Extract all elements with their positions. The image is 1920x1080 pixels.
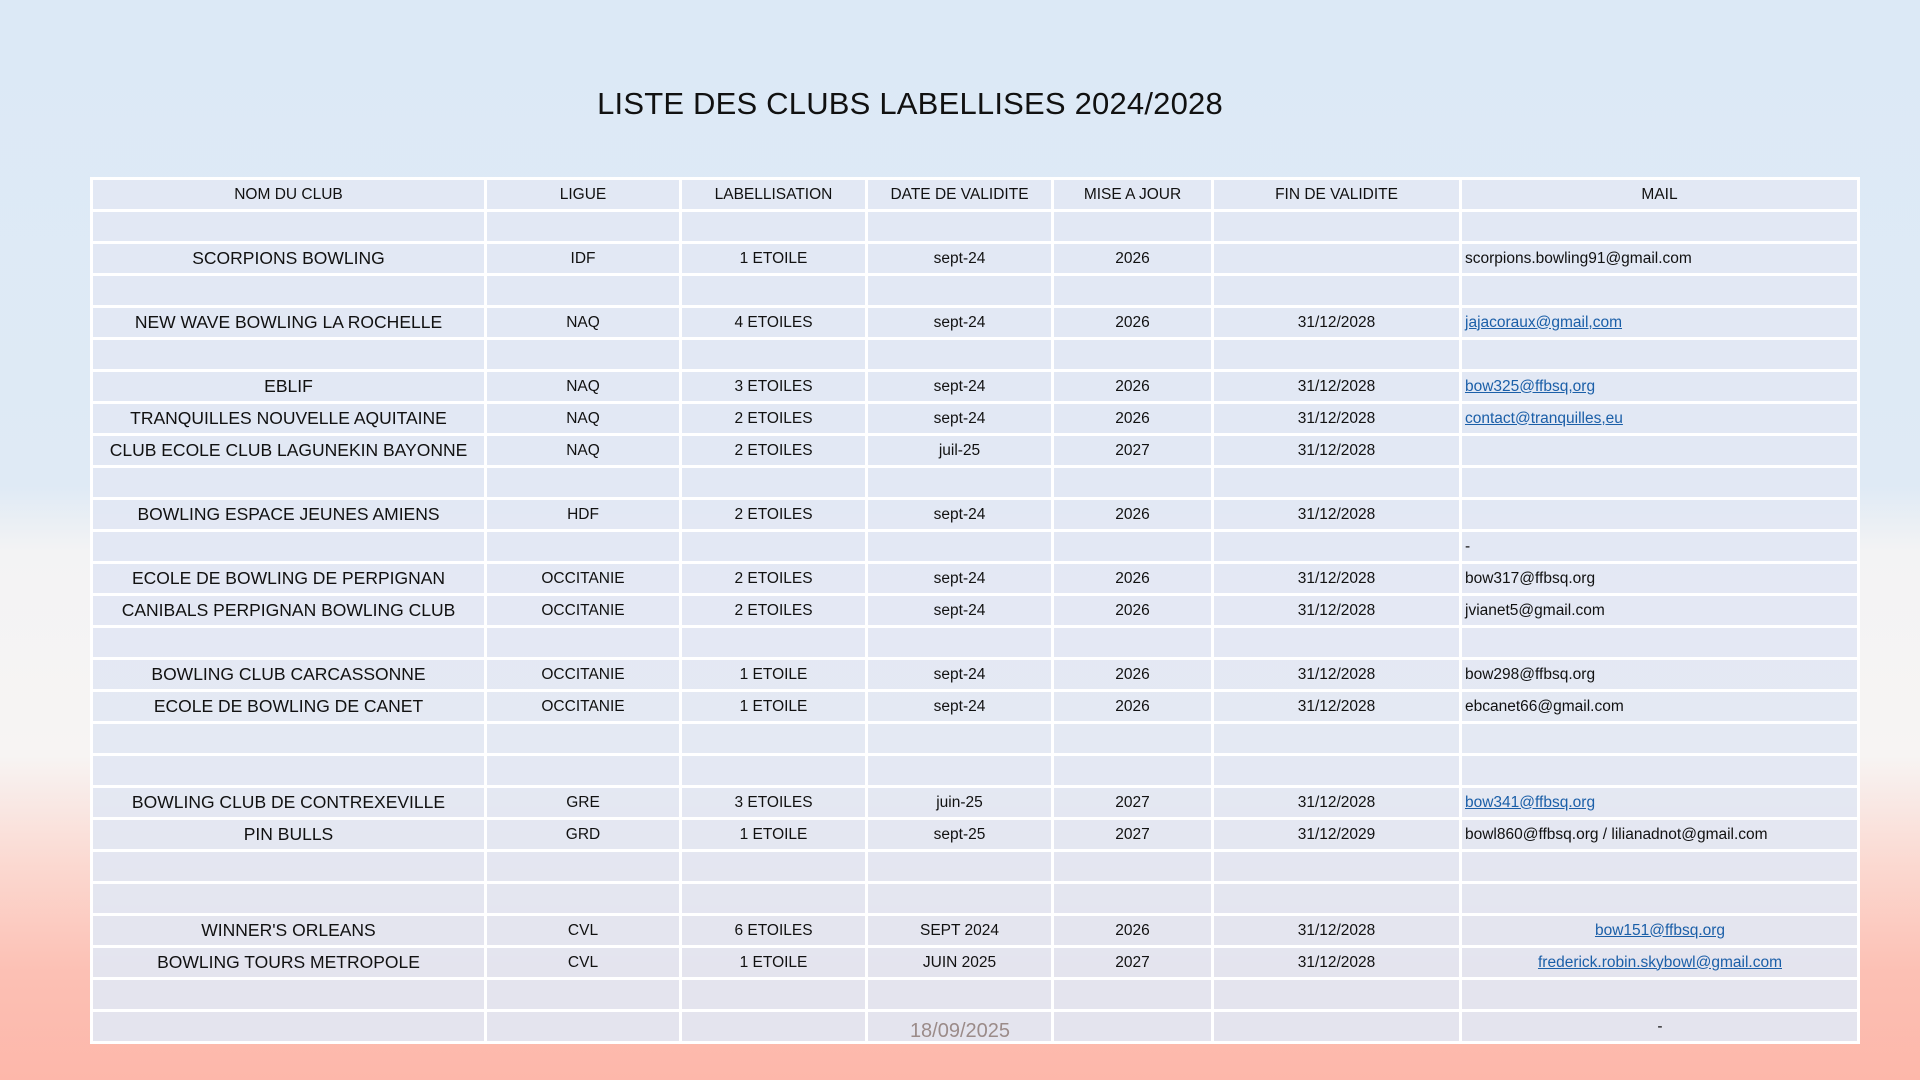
cell-labellisation [681, 467, 867, 499]
cell-fin-validite: 31/12/2028 [1213, 691, 1461, 723]
cell-mail: scorpions.bowling91@gmail.com [1461, 243, 1859, 275]
cell-mail [1461, 723, 1859, 755]
cell-ligue: GRD [486, 819, 681, 851]
cell-ligue: GRE [486, 787, 681, 819]
cell-mail [1461, 883, 1859, 915]
mail-link[interactable]: bow151@ffbsq.org [1594, 921, 1726, 939]
cell-club [92, 339, 486, 371]
cell-mail [1461, 211, 1859, 243]
cell-mail: - [1461, 1011, 1859, 1043]
table-row [92, 371, 1859, 403]
cell-fin-validite [1213, 275, 1461, 307]
table-body [92, 211, 1859, 1043]
cell-date-validite: sept-25 [867, 819, 1053, 851]
cell-fin-validite: 31/12/2028 [1213, 499, 1461, 531]
cell-fin-validite: 31/12/2028 [1213, 659, 1461, 691]
cell-labellisation [681, 339, 867, 371]
cell-ligue: NAQ [486, 435, 681, 467]
cell-fin-validite: 31/12/2029 [1213, 819, 1461, 851]
cell-club [92, 211, 486, 243]
cell-mail: jvianet5@gmail.com [1461, 595, 1859, 627]
cell-mise-a-jour [1053, 723, 1213, 755]
cell-fin-validite: 31/12/2028 [1213, 563, 1461, 595]
cell-club: ECOLE DE BOWLING DE CANET [92, 691, 486, 723]
cell-labellisation: 2 ETOILES [681, 435, 867, 467]
cell-club: CANIBALS PERPIGNAN BOWLING CLUB [92, 595, 486, 627]
cell-date-validite: sept-24 [867, 499, 1053, 531]
column-header-fin-validite: FIN DE VALIDITE [1213, 179, 1461, 211]
cell-labellisation: 2 ETOILES [681, 499, 867, 531]
cell-mise-a-jour: 2026 [1053, 307, 1213, 339]
cell-mise-a-jour [1053, 979, 1213, 1011]
cell-date-validite: SEPT 2024 [867, 915, 1053, 947]
cell-date-validite: sept-24 [867, 243, 1053, 275]
cell-date-validite: juil-25 [867, 435, 1053, 467]
cell-mise-a-jour: 2026 [1053, 563, 1213, 595]
cell-ligue [486, 851, 681, 883]
cell-mise-a-jour: 2026 [1053, 499, 1213, 531]
cell-club [92, 979, 486, 1011]
cell-date-validite: sept-24 [867, 403, 1053, 435]
cell-date-validite [867, 883, 1053, 915]
cell-mail [1461, 275, 1859, 307]
cell-fin-validite [1213, 883, 1461, 915]
cell-ligue: IDF [486, 243, 681, 275]
table-row [92, 531, 1859, 563]
cell-mail: ebcanet66@gmail.com [1461, 691, 1859, 723]
cell-mail [1461, 979, 1859, 1011]
cell-date-validite [867, 627, 1053, 659]
cell-club [92, 275, 486, 307]
cell-mise-a-jour: 2026 [1053, 403, 1213, 435]
cell-mail: bow298@ffbsq.org [1461, 659, 1859, 691]
cell-club [92, 467, 486, 499]
cell-ligue: NAQ [486, 403, 681, 435]
cell-ligue: NAQ [486, 371, 681, 403]
cell-fin-validite: 31/12/2028 [1213, 787, 1461, 819]
cell-mise-a-jour: 2027 [1053, 947, 1213, 979]
cell-date-validite: sept-24 [867, 691, 1053, 723]
cell-labellisation: 2 ETOILES [681, 403, 867, 435]
cell-labellisation: 2 ETOILES [681, 563, 867, 595]
cell-club [92, 627, 486, 659]
cell-mail [1461, 371, 1859, 403]
cell-mise-a-jour [1053, 851, 1213, 883]
cell-ligue: CVL [486, 947, 681, 979]
cell-date-validite: sept-24 [867, 659, 1053, 691]
cell-ligue: OCCITANIE [486, 595, 681, 627]
cell-labellisation: 1 ETOILE [681, 659, 867, 691]
cell-date-validite: sept-24 [867, 307, 1053, 339]
mail-link[interactable]: bow325@ffbsq,org [1465, 377, 1596, 395]
cell-mise-a-jour [1053, 275, 1213, 307]
table-row [92, 435, 1859, 467]
cell-date-validite [867, 531, 1053, 563]
cell-mise-a-jour: 2026 [1053, 691, 1213, 723]
cell-mail [1461, 403, 1859, 435]
cell-fin-validite [1213, 851, 1461, 883]
cell-fin-validite [1213, 243, 1461, 275]
table-row [92, 339, 1859, 371]
cell-fin-validite [1213, 531, 1461, 563]
cell-date-validite: sept-24 [867, 563, 1053, 595]
cell-labellisation: 1 ETOILE [681, 947, 867, 979]
clubs-table-container [90, 177, 1857, 1044]
cell-labellisation: 1 ETOILE [681, 819, 867, 851]
cell-fin-validite [1213, 467, 1461, 499]
cell-mise-a-jour: 2027 [1053, 435, 1213, 467]
cell-mail [1461, 755, 1859, 787]
table-row [92, 755, 1859, 787]
cell-fin-validite [1213, 723, 1461, 755]
cell-fin-validite: 31/12/2028 [1213, 307, 1461, 339]
cell-mise-a-jour [1053, 531, 1213, 563]
cell-club [92, 723, 486, 755]
table-row [92, 915, 1859, 947]
cell-club [92, 531, 486, 563]
cell-mise-a-jour [1053, 211, 1213, 243]
cell-mail: - [1461, 531, 1859, 563]
table-row [92, 947, 1859, 979]
cell-ligue: OCCITANIE [486, 659, 681, 691]
table-row [92, 467, 1859, 499]
cell-labellisation: 6 ETOILES [681, 915, 867, 947]
cell-fin-validite: 31/12/2028 [1213, 435, 1461, 467]
cell-date-validite: JUIN 2025 [867, 947, 1053, 979]
cell-club: BOWLING CLUB DE CONTREXEVILLE [92, 787, 486, 819]
cell-labellisation [681, 851, 867, 883]
table-row [92, 883, 1859, 915]
column-header-ligue: LIGUE [486, 179, 681, 211]
cell-mise-a-jour: 2026 [1053, 371, 1213, 403]
table-row [92, 243, 1859, 275]
cell-ligue [486, 979, 681, 1011]
table-row [92, 659, 1859, 691]
mail-link[interactable]: frederick.robin.skybowl@gmail.com [1537, 953, 1782, 971]
table-row [92, 499, 1859, 531]
cell-labellisation [681, 883, 867, 915]
mail-link[interactable]: bow341@ffbsq.org [1465, 793, 1596, 811]
cell-date-validite: sept-24 [867, 595, 1053, 627]
column-header-date-validite: DATE DE VALIDITE [867, 179, 1053, 211]
table-header-row [92, 179, 1859, 211]
table-row [92, 979, 1859, 1011]
cell-ligue [486, 723, 681, 755]
cell-fin-validite: 31/12/2028 [1213, 947, 1461, 979]
cell-club: EBLIF [92, 371, 486, 403]
mail-link[interactable]: jajacoraux@gmail,com [1465, 313, 1623, 331]
cell-mail [1461, 947, 1859, 979]
table-row [92, 723, 1859, 755]
cell-mail [1461, 435, 1859, 467]
cell-club [92, 883, 486, 915]
table-row [92, 787, 1859, 819]
cell-ligue: NAQ [486, 307, 681, 339]
column-header-labellisation: LABELLISATION [681, 179, 867, 211]
cell-fin-validite: 31/12/2028 [1213, 371, 1461, 403]
cell-ligue [486, 467, 681, 499]
table-row [92, 819, 1859, 851]
cell-mise-a-jour: 2027 [1053, 787, 1213, 819]
cell-mail [1461, 307, 1859, 339]
cell-ligue [486, 339, 681, 371]
cell-date-validite [867, 467, 1053, 499]
cell-ligue: CVL [486, 915, 681, 947]
table-row [92, 563, 1859, 595]
cell-mail [1461, 787, 1859, 819]
cell-fin-validite [1213, 627, 1461, 659]
cell-ligue: HDF [486, 499, 681, 531]
cell-club [92, 851, 486, 883]
cell-ligue [486, 883, 681, 915]
cell-ligue: OCCITANIE [486, 691, 681, 723]
cell-mail [1461, 339, 1859, 371]
cell-club: CLUB ECOLE CLUB LAGUNEKIN BAYONNE [92, 435, 486, 467]
cell-date-validite [867, 339, 1053, 371]
cell-club: BOWLING TOURS METROPOLE [92, 947, 486, 979]
cell-club: ECOLE DE BOWLING DE PERPIGNAN [92, 563, 486, 595]
column-header-club: NOM DU CLUB [92, 179, 486, 211]
cell-fin-validite: 31/12/2028 [1213, 403, 1461, 435]
cell-date-validite [867, 275, 1053, 307]
cell-labellisation [681, 211, 867, 243]
cell-club: PIN BULLS [92, 819, 486, 851]
cell-date-validite: juin-25 [867, 787, 1053, 819]
cell-fin-validite [1213, 979, 1461, 1011]
table-row [92, 627, 1859, 659]
cell-mail: bowl860@ffbsq.org / lilianadnot@gmail.com [1461, 819, 1859, 851]
cell-club: BOWLING ESPACE JEUNES AMIENS [92, 499, 486, 531]
cell-labellisation: 3 ETOILES [681, 787, 867, 819]
cell-mise-a-jour [1053, 339, 1213, 371]
table-row [92, 211, 1859, 243]
cell-fin-validite [1213, 755, 1461, 787]
cell-mise-a-jour [1053, 467, 1213, 499]
cell-mail [1461, 627, 1859, 659]
cell-mise-a-jour: 2026 [1053, 915, 1213, 947]
cell-fin-validite: 31/12/2028 [1213, 595, 1461, 627]
cell-labellisation [681, 275, 867, 307]
table-row [92, 851, 1859, 883]
cell-fin-validite [1213, 211, 1461, 243]
table-row [92, 595, 1859, 627]
table-row [92, 307, 1859, 339]
cell-date-validite [867, 755, 1053, 787]
cell-labellisation [681, 627, 867, 659]
table-row [92, 275, 1859, 307]
cell-date-validite [867, 851, 1053, 883]
cell-ligue [486, 531, 681, 563]
column-header-mise-a-jour: MISE A JOUR [1053, 179, 1213, 211]
cell-club: NEW WAVE BOWLING LA ROCHELLE [92, 307, 486, 339]
cell-labellisation: 4 ETOILES [681, 307, 867, 339]
cell-club: TRANQUILLES NOUVELLE AQUITAINE [92, 403, 486, 435]
cell-club: SCORPIONS BOWLING [92, 243, 486, 275]
cell-mail: bow317@ffbsq.org [1461, 563, 1859, 595]
cell-mise-a-jour: 2026 [1053, 659, 1213, 691]
cell-fin-validite [1213, 339, 1461, 371]
cell-ligue [486, 627, 681, 659]
cell-club: WINNER'S ORLEANS [92, 915, 486, 947]
cell-date-validite: sept-24 [867, 371, 1053, 403]
footer-date: 18/09/2025 [909, 1020, 1011, 1042]
cell-labellisation [681, 755, 867, 787]
cell-club: BOWLING CLUB CARCASSONNE [92, 659, 486, 691]
cell-ligue [486, 275, 681, 307]
cell-mail [1461, 499, 1859, 531]
cell-labellisation: 3 ETOILES [681, 371, 867, 403]
cell-mise-a-jour: 2026 [1053, 595, 1213, 627]
column-header-mail: MAIL [1461, 179, 1859, 211]
cell-labellisation: 1 ETOILE [681, 691, 867, 723]
cell-mail [1461, 851, 1859, 883]
clubs-table [90, 177, 1860, 1044]
cell-mise-a-jour [1053, 883, 1213, 915]
cell-mise-a-jour: 2027 [1053, 819, 1213, 851]
cell-labellisation: 1 ETOILE [681, 243, 867, 275]
table-row [92, 403, 1859, 435]
cell-ligue: OCCITANIE [486, 563, 681, 595]
cell-date-validite [867, 211, 1053, 243]
cell-labellisation [681, 979, 867, 1011]
cell-mise-a-jour [1053, 755, 1213, 787]
mail-link[interactable]: contact@tranquilles,eu [1465, 409, 1623, 427]
cell-fin-validite: 31/12/2028 [1213, 915, 1461, 947]
cell-labellisation [681, 531, 867, 563]
page-title: LISTE DES CLUBS LABELLISES 2024/2028 [597, 86, 1223, 121]
cell-mail [1461, 467, 1859, 499]
cell-labellisation [681, 723, 867, 755]
cell-date-validite [867, 723, 1053, 755]
table-row [92, 691, 1859, 723]
cell-mail [1461, 915, 1859, 947]
cell-labellisation: 2 ETOILES [681, 595, 867, 627]
cell-ligue [486, 211, 681, 243]
cell-date-validite [867, 979, 1053, 1011]
cell-mise-a-jour [1053, 627, 1213, 659]
cell-club [92, 755, 486, 787]
cell-ligue [486, 755, 681, 787]
cell-mise-a-jour: 2026 [1053, 243, 1213, 275]
